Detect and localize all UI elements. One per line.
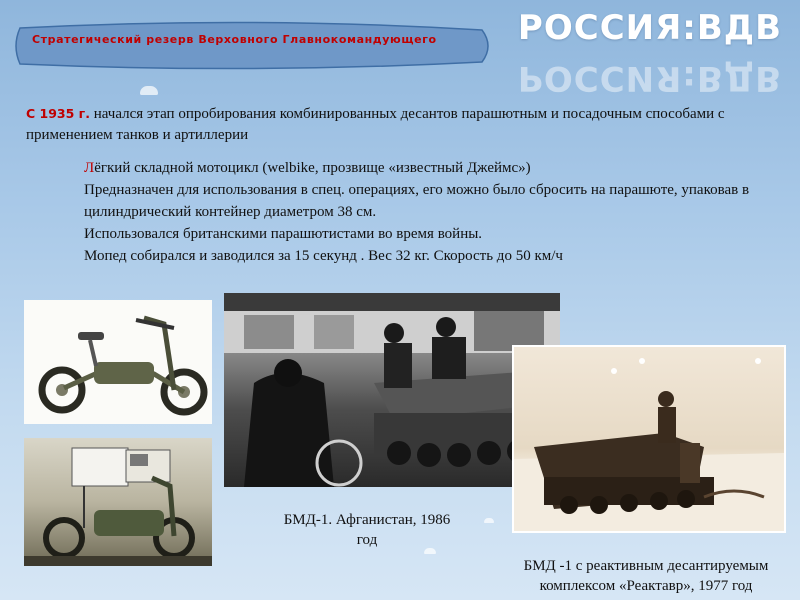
desc-line-1-text: ёгкий складной мотоцикл (welbike, прозвище «известный Джеймс») [94,160,531,176]
intro-paragraph [26,103,786,146]
parachute-icon [484,518,494,523]
photo-welbike [24,300,212,424]
photo-bmd-reaktavr [512,345,786,533]
parachute-icon [140,86,158,95]
welbike-description [84,157,784,267]
bmd-reaktavr-image-icon [514,347,784,531]
logo-reflection: РОССИЯ:ВДВ [517,58,782,98]
desc-line-1 [84,157,784,179]
photo-bmd-afghanistan [224,293,560,487]
banner-shape-icon [12,20,492,72]
caption-bmd-reaktavr: БМД -1 с реактивным десантируемым комплексом «Реактавр», 1977 год [523,558,769,594]
desc-line-2: Предназначен для использования в спец. операциях, его можно было сбросить на парашюте, упаковав в цилиндрический контейнер диаметром 38 см. [84,182,750,220]
banner-title: Стратегический резерв Верховного Главнокомандующего [32,33,437,46]
museum-image-icon [24,438,212,566]
intro-text: начался этап опробирования комбинированных десантов парашютным и посадочным способами с применением танков и артиллерии [26,106,725,143]
desc-first-letter: Л [84,160,95,176]
caption-bmd-afghanistan: БМД-1. Афганистан, 1986 год [283,512,451,548]
photo-welbike-museum [24,438,212,566]
bmd-afghanistan-image-icon [224,293,560,487]
desc-line-3: Использовался британскими парашютистами во время войны. [84,226,483,242]
intro-year: С 1935 г. [26,106,90,121]
desc-line-4: Мопед собирался и заводился за 15 секунд . Вес 32 кг. Скорость до 50 км/ч [84,248,563,264]
logo: РОССИЯ:ВДВ [517,8,782,48]
welbike-image-icon [24,300,212,424]
section-banner [12,20,492,72]
